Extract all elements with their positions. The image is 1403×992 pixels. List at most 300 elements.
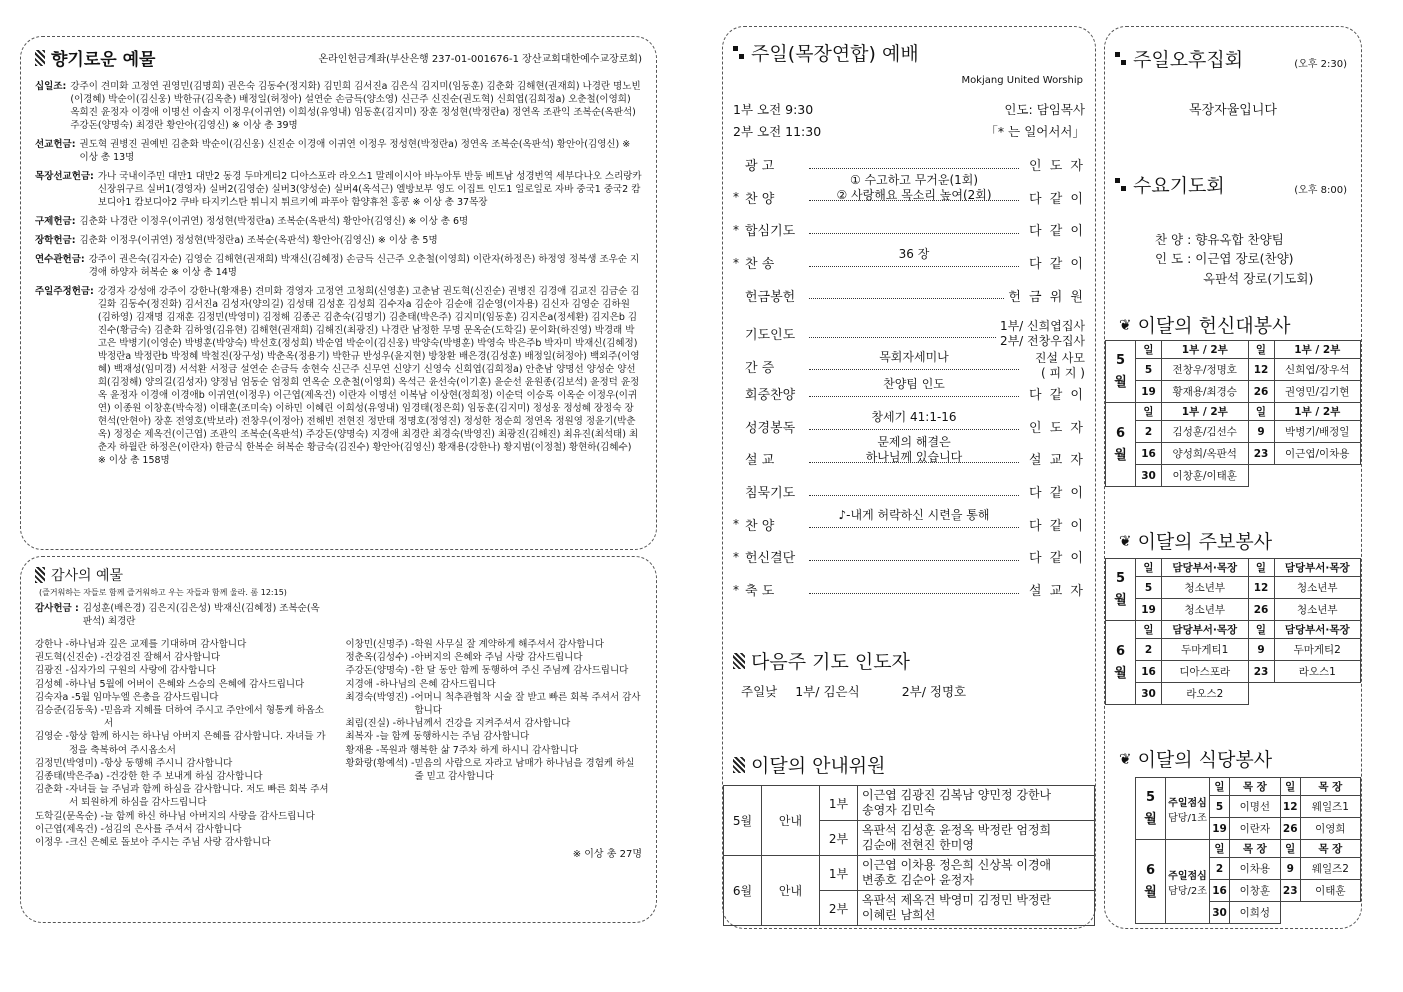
worship-row [733,410,1085,436]
schedule-label [1166,778,1210,840]
bullet-icon [733,45,745,61]
square-bullet-icon [35,50,45,66]
schedule-assignee: 전창우/정명호 [1162,359,1249,381]
schedule-day: 26 [1248,599,1274,621]
worship-dots [809,488,1019,496]
schedule-day: 5 [1136,577,1162,599]
worship-row [733,173,1085,207]
schedule-assignee: 이희성 [1230,902,1281,924]
worship-box [722,26,1096,929]
schedule-day: 16 [1136,661,1162,683]
thanks-main: 감사헌금 : 김성훈(배은경) 김은지(김은성) 박재신(김혜정) 조복순(옥판석) 최경란 [35,603,320,627]
offering-list [35,80,642,467]
schedule-assignee: 황재용/최경승 [1162,381,1249,403]
schedule-head: 일 [1136,341,1162,359]
thanks-text: 믿음의 사람으로 자라고 남매가 하나님을 경험케 하실 줄 믿고 감사합니다 [414,757,635,783]
guides-role: 안내 [762,786,820,856]
thanks-name: 김영순 - [35,731,69,743]
heart-bullet-icon: ❦ [1119,749,1132,768]
offering-label: 십일조: [35,81,67,92]
schedule-assignee: 신희엽/장우석 [1274,359,1361,381]
schedule-day: 2 [1136,421,1162,443]
guides-part: 2부 [820,821,858,856]
worship-performer: 헌 금 위 원 [1008,289,1085,305]
wednesday-leader: 인 도 : 이근엽 장로(찬양) [1155,251,1294,266]
schedule-head: 일 [1280,778,1300,796]
schedule-header-row [1136,778,1361,796]
thanks-item [346,744,643,757]
schedule-assignee: 이차용 [1230,858,1281,880]
worship-performer: 설 교 자 [1029,453,1085,469]
worship-star: * [733,190,739,205]
schedule-assignee: 청소년부 [1162,599,1249,621]
offering-names: 강주이 견미화 고정연 권영민(김명희) 권은숙 김동수(정지화) 김민희 김서진a 김은식 김지미(임동훈) 김춘화 김해현(권재희) 나경란 명노빈(이경혜) 박순이(김신웅) 박한규(김옥춘) 배정일(허정아) 설연순 손금득(양소영) 신근주 신진순(권도혁) 신희엽(김희정a) 오춘철(이영희) 옥희진 윤정자 이경애 이명선 이솔지 이정우(이귀연) 이희성(유영내) 임동훈(김지미) 장훈 정성현(박정란a) 정연옥 조관익 조복순(옥판석) 주강돈(양명숙) 최경란 황안아(김영신) ※ 이상 총 39명 [70,81,641,131]
schedule-head: 1부 / 2부 [1274,403,1361,421]
guides-names: 옥판석 김성훈 윤정옥 박정란 엄정희 김순애 전현진 한미영 [858,821,1095,856]
worship-item-label: 광 고 [745,159,775,174]
schedule-assignee: 두마게티1 [1162,639,1249,661]
thanks-name: 최복자 - [345,731,380,743]
schedule-head: 일 [1248,621,1274,639]
worship-star: * [733,582,739,597]
schedule-head: 일 [1248,559,1274,577]
schedule-assignee: 이근엽/이차용 [1274,443,1361,465]
thanks-name: 정춘옥(김성수) - [345,652,415,664]
thanks-text: 하나님과 깊은 교제를 기대하며 감사합니다 [68,639,247,650]
thanks-text: 건강검진 잘해서 감사합니다 [103,652,221,664]
schedule-row [1106,381,1361,403]
schedule-row [1106,639,1361,661]
thanks-text: 늘 함께 동행하시는 주님 감사합니다 [379,731,530,743]
schedule-head: 담당부서·목장 [1274,559,1361,577]
schedule-day: 9 [1248,421,1274,443]
thanks-text: 항상 동행해 주시니 감사합니다 [103,757,233,769]
offering-label: 주일주정헌금: [35,286,94,297]
schedule-label-main: 주일점심 [1168,870,1207,882]
worship-time2: 2부 오전 11:30 [733,124,822,139]
schedule-day [1248,465,1274,487]
guides-table [723,785,1095,926]
worship-dots [809,161,1019,169]
schedule-day: 19 [1136,599,1162,621]
thanks-item [35,651,332,664]
worship-star: * [733,255,739,270]
schedule-header-row [1106,341,1361,359]
schedule-label [1166,840,1210,924]
schedule-head: 1부 / 2부 [1274,341,1361,359]
offering-label: 목장선교헌금: [35,171,94,182]
schedule-day [1280,902,1300,924]
schedule-row [1106,421,1361,443]
schedule-day: 30 [1136,465,1162,487]
schedule-assignee [1274,683,1361,705]
schedule-head: 목 장 [1300,840,1360,858]
thanks-title: 감사의 예물 [35,565,642,585]
schedule-assignee: 청소년부 [1274,599,1361,621]
worship-dots [809,377,1019,397]
prayer-line: 주일낮 1부/ 김은식 2부/ 정명호 [741,684,967,699]
thanks-text: 늘 함께 하신 하나님 아버지의 사랑을 감사드립니다 [103,810,315,822]
thanks-item [35,810,332,823]
thanks-name: 이근엽(제옥건) - [35,823,104,835]
worship-star: * [733,222,739,237]
schedule-head: 일 [1280,840,1300,858]
worship-dots [809,246,1019,267]
thanks-item [35,638,332,651]
schedule-day: 23 [1280,880,1300,902]
worship-title: 주일(목장연합) 예배 [733,39,919,66]
thanks-right-column [346,638,643,849]
thanks-left-column [35,638,332,849]
schedule-day: 5 [1136,359,1162,381]
worship-item-label: 합심기도 [745,224,796,240]
thanks-name: 황재용 - [345,744,380,756]
schedule-label-main: 주일점심 [1168,797,1207,809]
thanks-name: 김숙자a - [35,691,75,703]
guides-part: 1부 [820,786,858,821]
thanks-text: 5월 임마누엘 은총을 감사드립니다 [74,691,219,703]
worship-item-label: 축 도 [745,584,775,600]
schedule-assignee: 디아스포라 [1162,661,1249,683]
schedule-head: 목 장 [1230,840,1281,858]
thanks-text: 아버지의 은혜와 주님 사랑 감사드립니다 [414,652,583,664]
thanks-text: 한 달 동안 함께 동행하여 주신 주님께 감사드립니다 [414,665,629,677]
wednesday-time: (오후 8:00) [1294,185,1347,196]
thanks-name: 김종태(박은주a) - [35,771,110,783]
worship-performer: 다 같 이 [1029,518,1085,534]
guides-part: 2부 [820,891,858,926]
thanks-item [346,717,643,730]
schedule-head: 일 [1210,840,1230,858]
worship-performer: 1부/ 신희엽집사 2부/ 전창우집사 [999,318,1085,348]
worship-detail: 창세기 41:1-16 [871,410,957,425]
thanks-item [35,730,332,756]
schedule-month: 6 월 [1106,621,1136,705]
offering-names: 강경자 강성애 강주이 강한나(황재용) 견미화 경영자 고정연 고청희(신영훈) 고춘남 권도혁(신진순) 권병진 김경애 김교진 김금순 김길화 김동수(정진화) 김서진a 김성자(양의길) 김성태 김성훈 김성희 김수자a 김순아 김순애 김순영(이자용) 김신자 김영순 김하원(김하영) 김재명 김재훈 김정민(박영미) 김정해 김종곤 김춘숙(김명기) 김춘태(박은주) 김지미(임동훈) 김지은a(정세환) 김지은b 김진수(황금숙) 김춘화 김하영(김유현) 김해현(권재희) 김해진(최광진) 나경란 남정한 무명 문옥순(도학길) 문이화(하진영) 박경래 박고은 박병기(이영순) 박병훈(박양숙) 박선호(정성희) 박순엽 박순이(김신웅) 박양숙(박병훈) 박영숙 박은주b 박자미 박재신(김혜정) 박정란a 박정란b 박정혜 박철진(장구성) 박춘옥(정용기) 박한규 반성우(윤지현) 방창환 배은경(김성훈) 배정일(허정아) 백외주(이영혜) 백재성(임미경) 서석환 서정금 설연순 손금득 송현숙 신근주 신무연 신양기 신영숙 신희엽(김희정a) 안춘남 양명선 양성순 양선희(김정해) 양의길(김성자) 양정님 엄동순 엄정희 연옥순 오춘철(이영희) 옥석근 윤선숙(이기훈) 윤순선 윤원종(김보석) 윤정덕 윤정옥 윤정자 이경애 이경애b 이귀연(이정우) 이근엽(제옥건) 이란자 이명선 이복남 이상현(정희정) 이순덕 이승록 이옥순 이정우(이귀연) 이종원 이창훈(박숙정) 이태훈(조미숙) 이하민 이혜린 이희성(유영내) 임경태(정은희) 임동훈(김지미) 정성웅 정성혜 장정숙 장현석(안현아) 장훈 전영호(박보라) 전창우(이정아) 전해빈 전현진 정만태 정명호(정영진) 정성한 정순희 정연옥 정원영 정윤기(박춘옥) 정정순 제옥건(이근엽) 조관익 조복순(옥판석) 주강돈(양명숙) 지경애 최경란 최경숙(박영진) 최광진(김해진) 최유진(최석태) 최춘자 하월란 하정은(이란자) 한금식 한복순 허복순 황금숙(김진수) 황안아(김영신) 황재용(강한나) 황지범(이정철) 황현하(김혜수) ※ 이상 총 158명 [97,286,640,466]
schedule-day: 9 [1280,858,1300,880]
worship-row [733,319,1085,349]
schedule-row [1106,577,1361,599]
thanks-item [35,836,332,849]
worship-row [733,508,1085,534]
thanks-text: 하나님의 은혜 감사드립니다 [379,678,496,690]
schedule-head: 담당부서·목장 [1162,621,1249,639]
schedule-row [1106,661,1361,683]
thanks-name: 권도혁(신진순) - [35,652,104,664]
schedule-head: 일 [1136,403,1162,421]
worship-dots [809,330,996,338]
worship-performer: 다 같 이 [1029,191,1085,207]
worship-performer: 인 도 자 [1029,420,1085,436]
schedule-assignee: 청소년부 [1274,577,1361,599]
thanks-text: 어머니 척추관협착 시술 잘 받고 빠른 회복 주셔서 감사합니다 [414,691,641,717]
schedule-assignee: 김성훈/김선수 [1162,421,1249,443]
thanks-name: 김정민(박영미) - [35,757,104,769]
thanks-text: 하나님 5월에 어버이 은혜와 스승의 은혜에 감사드립니다 [68,678,305,690]
offerings-box [20,36,657,550]
schedule-month: 5 월 [1106,559,1136,621]
devotion-title: ❦ 이달의 헌신대봉사 [1119,315,1291,337]
schedule-day: 19 [1136,381,1162,403]
schedule-day: 23 [1248,661,1274,683]
afternoon-title: 주일오후집회 [1115,45,1243,72]
worship-dots [809,410,1019,430]
schedule-head: 담당부서·목장 [1162,559,1249,577]
thanks-item [346,691,643,717]
schedule-day: 5 [1210,796,1230,818]
thanks-item [346,638,643,651]
devotion-table [1105,340,1361,487]
thanks-item [35,678,332,691]
worship-performer: 설 교 자 [1029,584,1085,600]
thanks-text: 섬김의 은사를 주셔서 감사합니다 [103,823,242,835]
thanks-text: 자녀들 늘 주님과 함께 하심을 감사합니다. 저도 빠른 회복 주셔서 퇴원하게 하심을 감사드립니다 [68,784,329,809]
schedule-assignee: 두마게티2 [1274,639,1361,661]
thanks-name: 최경숙(박영진) - [345,691,415,703]
bullet-icon [1115,177,1127,193]
thanks-item [346,664,643,677]
schedule-assignee: 라오스2 [1162,683,1249,705]
guides-title: 이달의 안내위원 [733,751,886,778]
worship-item-label: 헌금봉헌 [745,289,796,305]
thanks-name: 김춘화 - [35,784,69,796]
offering-row [35,80,642,132]
prayer-title: 다음주 기도 인도자 [733,647,910,674]
thanks-name: 지경애 - [345,678,380,690]
thanks-name: 이창민(신명주) - [345,639,415,650]
thanks-text: 크신 은혜로 돌보아 주시는 주님 사랑 감사합니다 [68,837,271,849]
schedule-assignee: 이영희 [1300,818,1360,840]
thanks-text: 건강한 한 주 보내게 하심 감사합니다 [109,771,263,783]
thanks-item [35,757,332,770]
worship-performer: 다 같 이 [1029,257,1085,273]
schedule-assignee: 이명선 [1230,796,1281,818]
thanks-name: 주강돈(양명숙) - [345,665,415,677]
schedule-head: 일 [1136,559,1162,577]
worship-dots [809,434,1019,464]
schedule-day: 23 [1248,443,1274,465]
schedule-month: 5 월 [1136,778,1166,840]
offering-row [35,234,642,247]
schedule-day: 30 [1210,902,1230,924]
schedule-row [1106,443,1361,465]
schedule-assignee: 웨일즈2 [1300,858,1360,880]
schedule-day: 16 [1210,880,1230,902]
worship-dots [809,350,1019,370]
schedule-header-row [1106,403,1361,421]
thanks-item [346,651,643,664]
schedule-header-row [1136,840,1361,858]
thanks-text: 목원과 행복한 삶 7주차 하게 하시니 감사합니다 [379,744,579,756]
schedule-assignee: 권영민/김기현 [1274,381,1361,403]
schedule-head: 일 [1248,403,1274,421]
worship-item-label: 침묵기도 [745,486,796,501]
square-bullet-icon [733,757,745,773]
bulletin-title: ❦ 이달의 주보봉사 [1119,531,1273,553]
worship-row [733,246,1085,273]
thanks-text: 학원 사무실 잘 계약하게 해주셔서 감사합니다 [414,639,604,650]
worship-dots [809,586,1019,594]
schedule-assignee [1274,465,1361,487]
worship-item-label: 설 교 [745,453,775,469]
online-account: 온라인헌금계좌(부산은행 237-01-001676-1 장산교회대한예수교장로회) [318,54,642,65]
right-column-box [1104,26,1362,929]
schedule-day: 26 [1248,381,1274,403]
schedule-head: 목 장 [1300,778,1360,796]
thanks-name: 도학길(문옥순) - [35,810,104,822]
worship-row [733,286,1085,305]
thanks-item [35,783,332,809]
offering-row [35,215,642,228]
worship-row [733,580,1085,599]
worship-item-label: 헌신결단 [745,551,796,567]
stand-note: 「* 는 일어서서」 [985,124,1085,139]
thanks-box [20,556,657,923]
worship-detail: 목회자세미나 [879,350,949,365]
worship-performer: 다 같 이 [1029,224,1085,240]
schedule-assignee: 박병기/배정일 [1274,421,1361,443]
heart-bullet-icon: ❦ [1119,531,1132,550]
worship-dots [809,173,1019,203]
worship-item-label: 찬 양 [745,191,775,207]
thanks-name: 김성혜 - [35,678,69,690]
worship-performer: 다 같 이 [1029,387,1085,403]
square-bullet-icon [35,567,45,583]
worship-detail: ♪-내게 허락하신 시련을 통해 [838,508,990,523]
heart-bullet-icon: ❦ [1119,315,1132,334]
bullet-icon [1115,51,1127,67]
worship-row [733,547,1085,566]
worship-row [733,434,1085,469]
afternoon-text: 목장자율입니다 [1189,103,1277,118]
schedule-head: 일 [1210,778,1230,796]
schedule-row [1106,683,1361,705]
bulletin-table [1105,558,1361,705]
guides-names: 이근엽 이차용 정은희 신상복 이경애 변종호 김순아 윤정자 [858,856,1095,891]
worship-dots [809,508,1019,528]
offering-label: 구제헌금: [35,216,76,227]
guides-names: 옥판석 제옥건 박영미 김정민 박정란 이혜린 남희선 [858,891,1095,926]
schedule-day: 12 [1248,577,1274,599]
schedule-label-sub: 담당/1조 [1168,812,1207,824]
thanks-text: 십자가의 구원의 사랑에 감사합니다 [68,665,216,677]
offering-label: 선교헌금: [35,139,76,150]
afternoon-time: (오후 2:30) [1294,59,1347,70]
schedule-head: 목 장 [1230,778,1281,796]
schedule-day: 19 [1210,818,1230,840]
worship-performer: 다 같 이 [1029,551,1085,567]
guides-month: 5월 [724,786,762,856]
worship-item-label: 회중찬양 [745,387,796,403]
thanks-name: 황화랑(황예석) - [345,757,415,769]
wednesday-leader2: 옥판석 장로(기도회) [1203,271,1314,286]
schedule-header-row [1106,559,1361,577]
thanks-name: 김광진 - [35,665,69,677]
thanks-item [346,678,643,691]
schedule-assignee: 이란자 [1230,818,1281,840]
schedule-day: 26 [1280,818,1300,840]
worship-detail: 36 장 [898,246,930,261]
worship-row [733,220,1085,239]
thanks-total: ※ 이상 총 27명 [572,849,642,860]
thanks-text: 항상 함께 하시는 하나님 아버지 은혜를 감사합니다. 자녀들 가정을 축복하여 주시옵소서 [68,731,326,756]
schedule-head: 1부 / 2부 [1162,403,1249,421]
worship-time1: 1부 오전 9:30 [733,102,814,117]
thanks-name: 최림(진실) - [345,718,397,730]
thanks-item [35,664,332,677]
schedule-day: 9 [1248,639,1274,661]
offering-label: 연수관헌금: [35,254,85,265]
worship-item-label: 성경봉독 [745,420,796,436]
guides-month: 6월 [724,856,762,926]
worship-performer: 진설 사모 ( 피 지 ) [1034,351,1085,381]
meal-table [1135,777,1361,924]
worship-dots [809,291,1004,299]
worship-subtitle: Mokjang United Worship [961,75,1083,86]
schedule-row [1106,465,1361,487]
schedule-head: 담당부서·목장 [1274,621,1361,639]
worship-dots [809,553,1019,561]
meal-title: ❦ 이달의 식당봉사 [1119,749,1273,771]
thanks-item [35,704,332,730]
worship-item-label: 기도인도 [745,328,796,343]
worship-row [733,377,1085,403]
thanks-verse: (즐거워하는 자들로 함께 즐거워하고 우는 자들과 함께 울라. 롬 12:15) [39,588,287,597]
square-bullet-icon [733,653,745,669]
worship-item-label: 찬 양 [745,518,775,534]
schedule-assignee: 라오스1 [1274,661,1361,683]
offering-row [35,285,642,467]
schedule-row [1106,359,1361,381]
worship-detail: 찬양팀 인도 [883,377,945,392]
schedule-assignee: 이태훈 [1300,880,1360,902]
schedule-month: 5 월 [1106,341,1136,403]
worship-star: * [733,549,739,564]
schedule-assignee: 청소년부 [1162,577,1249,599]
schedule-head: 일 [1248,341,1274,359]
worship-performer: 다 같 이 [1029,486,1085,501]
offering-names: 강주이 권은숙(김자순) 김영순 김해현(권재희) 박재신(김혜정) 손금득 신근주 오춘철(이영희) 이란자(하정은) 하정영 정복생 조우순 지경애 하양자 허복순 ※ 이상 총 14명 [88,254,640,278]
offering-names: 권도혁 권병진 권예빈 김춘화 박순이(김신웅) 신진순 이경애 이귀연 이정우 정성현(박정란a) 정연옥 조복순(옥판석) 황안아(김영신) ※ 이상 총 13명 [79,139,631,163]
thanks-text: 하나님께서 건강을 지켜주셔서 감사합니다 [396,718,571,730]
thanks-name: 강한나 - [35,639,69,650]
schedule-day: 16 [1136,443,1162,465]
thanks-text: 믿음과 지혜를 더하여 주시고 주안에서 형통케 하옵소서 [103,705,324,730]
worship-row [733,482,1085,501]
wednesday-praise: 찬 양 : 향유옥합 찬양팀 [1155,232,1284,247]
worship-performer: 인 도 자 [1029,159,1085,174]
schedule-day: 12 [1248,359,1274,381]
worship-dots [809,226,1019,234]
schedule-header-row [1106,621,1361,639]
guides-names: 이근엽 김광진 김복남 양민정 강한나 송영자 김민숙 [858,786,1095,821]
offering-row [35,138,642,164]
worship-detail: 문제의 해결은 하나님께 있습니다 [865,434,963,464]
schedule-day: 2 [1210,858,1230,880]
guides-row [724,856,1095,891]
schedule-assignee: 웨일즈1 [1300,796,1360,818]
schedule-month: 6 월 [1136,840,1166,924]
schedule-day [1248,683,1274,705]
thanks-item [35,823,332,836]
schedule-day: 12 [1280,796,1300,818]
schedule-assignee [1300,902,1360,924]
offering-names: 가나 국내이주민 대만1 대만2 동경 두마게티2 디아스포라 라오스1 말레이시아 바누아투 반둥 베트남 성경번역 세부다나오 스리랑카 신장위구르 실버1(경영자) 실버2(김영순) 실버3(양성순) 실버4(옥석근) 엘방보부 영도 이집트 인도1 일로일로 자바 중국1 중국2 캄보디아1 캄보디아2 쿠바 타지키스탄 튀니지 튀르키예 파푸아 함양휴천 홍콩 ※ 이상 총 37목장 [97,171,642,208]
offering-label: 장학헌금: [35,235,76,246]
wednesday-title: 수요기도회 [1115,171,1225,198]
thanks-item [346,757,643,783]
worship-item-label: 간 증 [745,360,775,376]
